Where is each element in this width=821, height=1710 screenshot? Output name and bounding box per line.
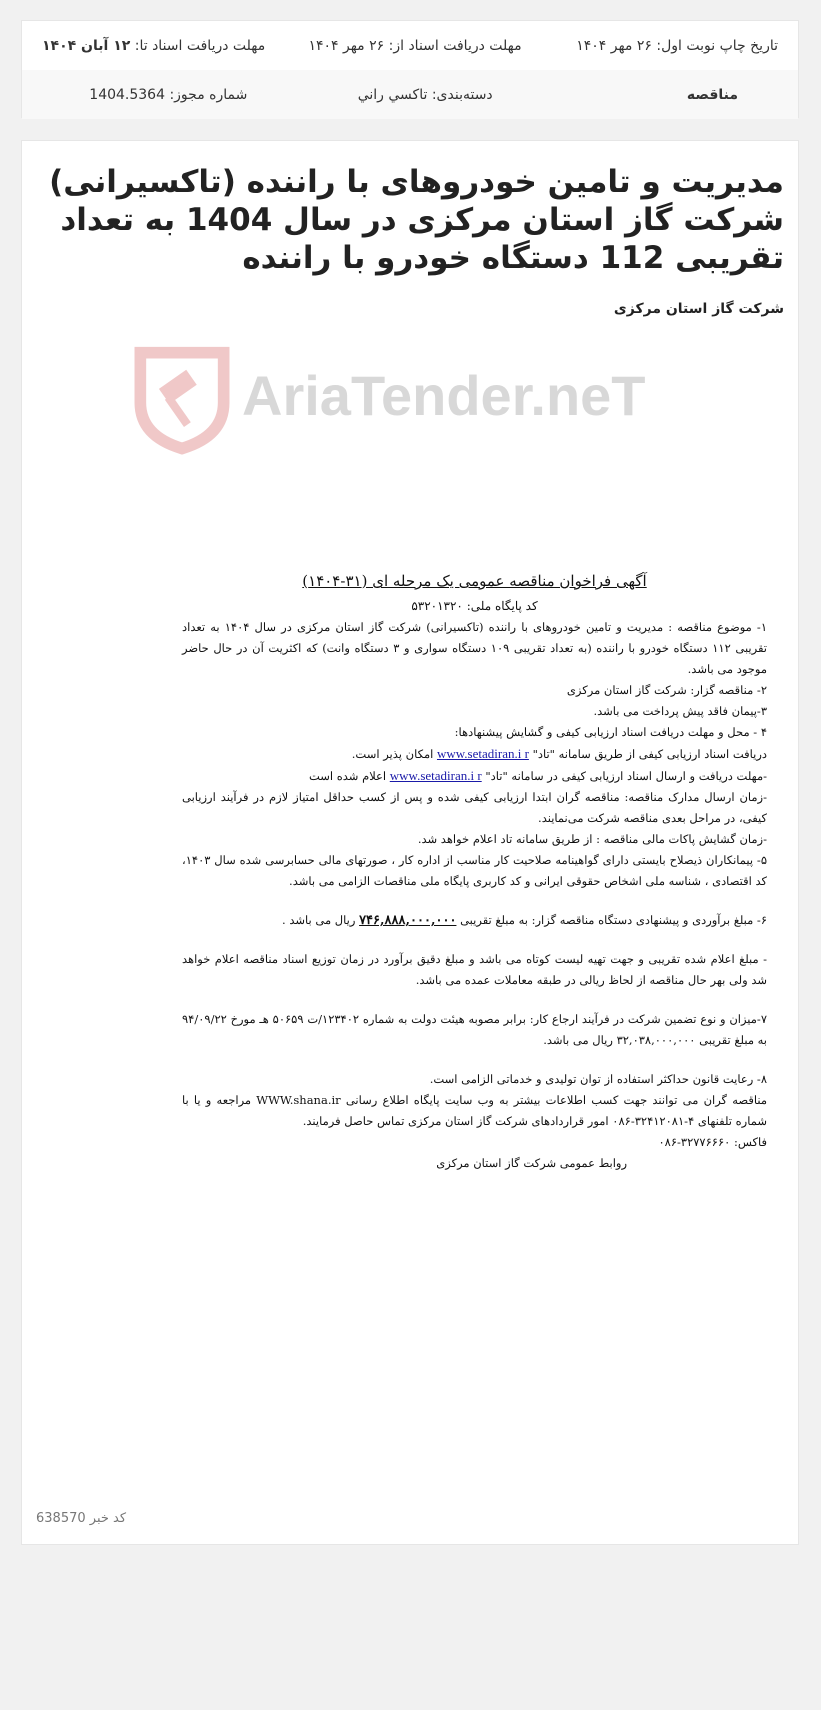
doc-heading: آگهی فراخوان مناقصه عمومی یک مرحله ای (۳۱-۱۴۰۴)	[302, 572, 647, 590]
license-number: شماره مجوز: 1404.5364	[89, 86, 248, 103]
doc-item-2: ۲- مناقصه گزار: شرکت گاز استان مرکزی	[566, 683, 767, 697]
doc-item-4c: -زمان ارسال مدارک مناقصه: مناقصه گران ابتدا ارزیابی کیفی شده و پس از کسب حداقل امتیاز لازم در فرآیند ارزیابی کیفی، در مراحل بعدی مناقصه شرکت می‌نمایند.	[182, 790, 767, 825]
doc-item-8: ۸- رعایت قانون حداکثر استفاده از توان تولیدی و خدماتی الزامی است.	[429, 1072, 767, 1086]
doc-item-4d: -زمان گشایش پاکات مالی مناقصه : از طریق سامانه تاد اعلام خواهد شد.	[417, 832, 767, 846]
doc-item-5: ۵- پیمانکاران ذیصلاح بایستی دارای گواهینامه صلاحیت کار مناسب از اداره کار ، صورتهای مالی حسابرسی شده سال ۱۴۰۳، کد اقتصادی ، شناسه ملی اشخاص حقوقی ایرانی و کد کاربری پایگاه ملی مناقصات الزامی می باشد.	[182, 853, 767, 888]
doc-item-4a	[182, 743, 767, 765]
receive-to-label: مهلت دریافت اسناد تا:	[134, 37, 266, 54]
doc-item-6b: - مبلغ اعلام شده تقریبی و جهت تهیه لیست کوتاه می باشد و مبلغ دقیق برآورد در زمان توزیع اسناد مناقصه اعلام خواهد شد ولی بهر حال مناقصه از لحاظ ریالی در طبقه معاملات عمده می باشد.	[182, 952, 767, 987]
estimated-amount: ۷۴۶,۸۸۸,۰۰۰,۰۰۰	[359, 913, 457, 928]
watermark-text: AriaTender.neT	[242, 364, 646, 427]
text: اعلام شده است	[308, 769, 387, 783]
news-code: کد خبر 638570	[36, 1511, 127, 1526]
text: ۶- مبلغ برآوردی و پیشنهادی دستگاه مناقصه گزار: به مبلغ تقریبی	[460, 913, 767, 927]
setadiran-link[interactable]: www.setadiran.i r	[436, 746, 529, 761]
doc-item-3: ۳-پیمان فاقد پیش پرداخت می باشد.	[593, 704, 767, 718]
watermark-logo	[132, 341, 692, 471]
doc-fax: فاکس: ۳۲۷۷۶۶۶۰-۰۸۶	[658, 1135, 767, 1149]
info-row-meta	[22, 70, 798, 119]
receive-to-value: ۱۲ آبان ۱۴۰۴	[41, 37, 131, 54]
doc-signature: روابط عمومی شرکت گاز استان مرکزی	[436, 1156, 627, 1170]
tender-type: مناقصه	[686, 86, 738, 103]
print-date: تاریخ چاپ نوبت اول: ۲۶ مهر ۱۴۰۴	[576, 37, 778, 54]
receive-from: مهلت دریافت اسناد از: ۲۶ مهر ۱۴۰۴	[308, 37, 522, 54]
page-title: مدیریت و تامین خودروهای با راننده (تاکسیرانی) شرکت گاز استان مرکزی در سال 1404 به تعداد تقریبی 112 دستگاه خودرو با راننده	[49, 164, 784, 276]
shield-logo-icon	[132, 341, 232, 456]
info-row-dates	[22, 21, 798, 70]
doc-item-6	[182, 910, 767, 931]
doc-item-4b	[182, 765, 767, 787]
text: ریال می باشد .	[282, 913, 356, 927]
setadiran-link-2[interactable]: www.setadiran.i r	[389, 768, 482, 783]
doc-item-7: ۷-میزان و نوع تضمین شرکت در فرآیند ارجاع کار: برابر مصوبه هیئت دولت به شماره ۱۲۳۴۰۲/ت ۵۰۶۵۹ هـ مورخ ۹۴/۰۹/۲۲ به مبلغ تقریبی ۳۲,۰۳۸,۰۰۰,۰۰۰ ریال می باشد.	[182, 1012, 768, 1047]
tender-announcement-document	[182, 571, 767, 1174]
text: امکان پذیر است.	[351, 747, 434, 761]
doc-contact: مناقصه گران می توانند جهت کسب اطلاعات بیشتر به وب سایت پایگاه اطلاع رسانی WWW.shana.ir مراجعه و یا با شماره تلفنهای ۴-۳۲۴۱۲۰۸۱-۰۸۶ امور قراردادهای شرکت گاز استان مرکزی تماس حاصل فرمایند.	[182, 1093, 768, 1128]
receive-to	[22, 38, 285, 54]
tender-info-card	[21, 20, 799, 118]
doc-item-1: ۱- موضوع مناقصه : مدیریت و تامین خودروهای با راننده (تاکسیرانی) شرکت گاز استان مرکزی در سال ۱۴۰۴ به تعداد تقریبی ۱۱۲ دستگاه خودرو با راننده (به تعداد تقریبی ۱۰۹ دستگاه سواری و ۳ دستگاه وانت) که اکثریت آن در حال حاضر موجود می باشد.	[182, 620, 767, 676]
tender-detail-card	[21, 140, 799, 1545]
organization-name: شرکت گاز استان مرکزی	[613, 301, 784, 317]
category: دسته‌بندی: تاکسي راني	[357, 86, 493, 103]
text: دریافت اسناد ارزیابی کیفی از طریق سامانه "تاد"	[532, 747, 767, 761]
text: -مهلت دریافت و ارسال اسناد ارزیابی کیفی در سامانه "تاد"	[485, 769, 767, 783]
doc-item-4: ۴ - محل و مهلت دریافت اسناد ارزیابی کیفی و گشایش پیشنهادها:	[454, 725, 767, 739]
doc-base-code: کد پایگاه ملی: ۵۳۲۰۱۳۲۰	[411, 599, 538, 613]
